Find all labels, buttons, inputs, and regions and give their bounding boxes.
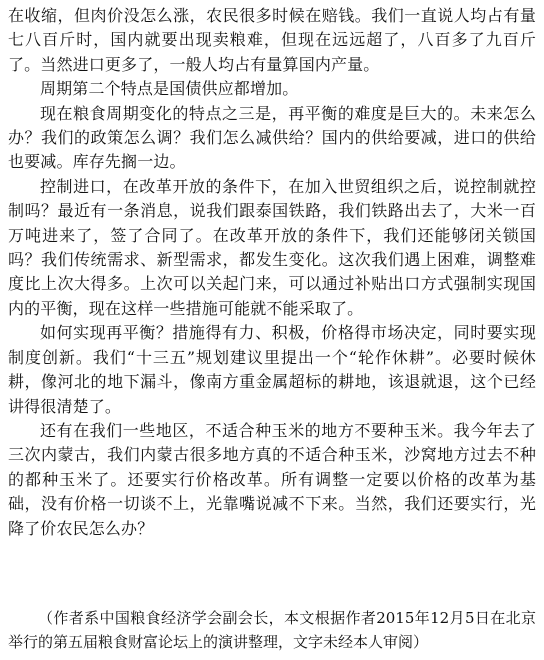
article-paragraph: 周期第二个特点是国债供应都增加。 [40,79,299,99]
article-paragraph: 控制进口，在改革开放的条件下，在加入世贸组织之后，说控制就控制吗？最近有一条消息，说我们跟泰国铁路，我们铁路出去了，大米一百万吨进来了，签了合同了。在改革开放的条件下，我们还能够闭关锁国吗？我们传统需求、新型需求，都发生变化。这次我们遇上困难，调整难度比上次大得多。上次可以关起门来，可以通过补贴出口方式强制实现国内的平衡，现在这样一些措施可能就不能采取了。 [8,176,536,318]
article-paragraph: 现在粮食周期变化的特点之三是，再平衡的难度是巨大的。未来怎么办？我们的政策怎么调？我们怎么减供给？国内的供给要减，进口的供给也要减。库存先搁一边。 [8,103,536,172]
article-body [8,4,536,541]
author-footnote: （作者系中国粮食经济学会副会长，本文根据作者2015年12月5日在北京举行的第五届粮食财富论坛上的演讲整理，文字未经本人审阅） [8,609,536,652]
article-paragraph: 在收缩，但肉价没怎么涨，农民很多时候在赔钱。我们一直说人均占有量七八百斤时，国内就要出现卖粮难，但现在远远超了，八百多了九百斤了。当然进口更多了，一般人均占有量算国内产量。 [8,6,536,74]
article-paragraph: 还有在我们一些地区，不适合种玉米的地方不要种玉米。我今年去了三次内蒙古，我们内蒙古很多地方真的不适合种玉米，沙窝地方过去不种的都种玉米了。还要实行价格改革。所有调整一定要以价格的改革为基础，没有价格一切谈不上，光靠嘴说减不下来。当然，我们还要实行，光降了价农民怎么办？ [8,420,536,538]
article-paragraph: 如何实现再平衡？措施得有力、积极，价格得市场决定，同时要实现制度创新。我们“十三五”规划建议里提出一个“轮作休耕”。必要时候休耕，像河北的地下漏斗，像南方重金属超标的耕地，该退就退，这个已经讲得很清楚了。 [8,323,536,416]
